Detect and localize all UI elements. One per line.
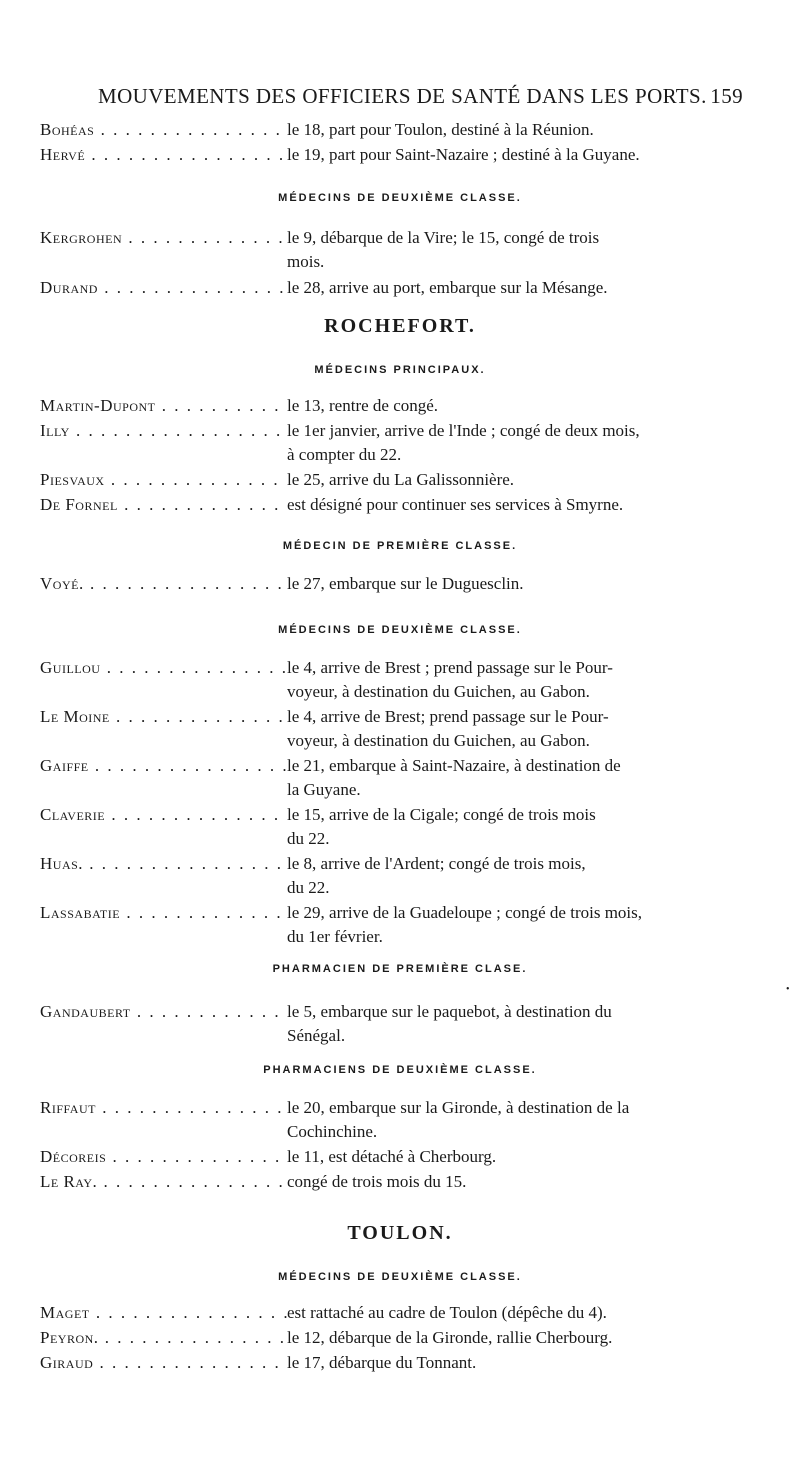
entry xyxy=(40,1170,760,1194)
officer-name: Le Ray. . . . xyxy=(40,1172,287,1192)
entry-text: est désigné pour continuer ses services à Smyrne. xyxy=(287,495,624,514)
page-number: 159 xyxy=(710,84,743,108)
entry-text: le 20, embarque sur la Gironde, à destination de la xyxy=(287,1098,630,1117)
officer-name: Voyé. . . . xyxy=(40,574,287,594)
entry xyxy=(40,572,760,596)
entry-text: le 18, part pour Toulon, destiné à la Réunion. xyxy=(287,120,594,139)
officer-name: Gandaubert . . . xyxy=(40,1002,287,1022)
entry xyxy=(40,754,760,802)
entry-text-continued: Cochinchine. xyxy=(287,1122,378,1141)
entry-text-continued: à compter du 22. xyxy=(287,445,402,464)
officer-name: Hervé . . . xyxy=(40,145,287,165)
officer-name: Guillou . . . xyxy=(40,658,287,678)
entry xyxy=(40,1096,760,1144)
section-heading: PHARMACIENS DE DEUXIÈME CLASSE. xyxy=(263,1064,537,1076)
entry-text: le 15, arrive de la Cigale; congé de trois mois xyxy=(287,805,596,824)
section-heading: MÉDECIN DE PREMIÈRE CLASSE. xyxy=(282,540,518,552)
city-heading: TOULON. xyxy=(347,1222,453,1244)
entry xyxy=(40,468,760,492)
officer-name: Huas. . . . xyxy=(40,854,287,874)
officer-name: Bohéas . . . xyxy=(40,120,287,140)
entry-text-continued: mois. xyxy=(287,252,325,271)
officer-name: Gaiffe . . . xyxy=(40,756,287,776)
entry xyxy=(40,143,760,167)
entry xyxy=(40,1000,760,1048)
section-heading: MÉDECINS DE DEUXIÈME CLASSE. xyxy=(278,1271,522,1283)
running-header xyxy=(98,84,743,109)
entry xyxy=(40,1326,760,1350)
officer-name: Le Moine . . . xyxy=(40,707,287,727)
entry-text: le 28, arrive au port, embarque sur la Mésange. xyxy=(287,278,608,297)
entry-text: le 9, débarque de la Vire; le 15, congé de trois xyxy=(287,228,600,247)
entry-text: le 21, embarque à Saint-Nazaire, à destination de xyxy=(287,756,621,775)
section-heading: PHARMACIEN DE PREMIÈRE CLASE. xyxy=(272,963,528,975)
entry-text: le 13, rentre de congé. xyxy=(287,396,439,415)
entry xyxy=(40,803,760,851)
entry-text: le 8, arrive de l'Ardent; congé de trois mois, xyxy=(287,854,586,873)
officer-name: Martin-Dupont . . . xyxy=(40,396,287,416)
entry-text-continued: voyeur, à destination du Guichen, au Gabon. xyxy=(287,682,590,701)
officer-name: De Fornel . . . xyxy=(40,495,287,515)
entry-text-continued: du 1er février. xyxy=(287,927,383,946)
entry-text: le 19, part pour Saint-Nazaire ; destiné à la Guyane. xyxy=(287,145,640,164)
officer-name: Maget . . . xyxy=(40,1303,287,1323)
entry xyxy=(40,394,760,418)
officer-name: Kergrohen . . . xyxy=(40,228,287,248)
entry xyxy=(40,493,760,517)
entry-text: est rattaché au cadre de Toulon (dépêche du 4). xyxy=(287,1303,607,1322)
entry-text: congé de trois mois du 15. xyxy=(287,1172,467,1191)
entry xyxy=(40,852,760,900)
officer-name: Peyron. . . . xyxy=(40,1328,287,1348)
entry-text-continued: voyeur, à destination du Guichen, au Gabon. xyxy=(287,731,590,750)
entry-text-continued: du 22. xyxy=(287,878,330,897)
section-heading: MÉDECINS DE DEUXIÈME CLASSE. xyxy=(278,624,522,636)
entry xyxy=(40,419,760,467)
entry xyxy=(40,656,760,704)
entry-text: le 4, arrive de Brest ; prend passage sur le Pour- xyxy=(287,658,613,677)
entry xyxy=(40,276,760,300)
entry-text: le 1er janvier, arrive de l'Inde ; congé de deux mois, xyxy=(287,421,640,440)
entry xyxy=(40,118,760,142)
entry xyxy=(40,226,760,274)
officer-name: Décoreis . . . xyxy=(40,1147,287,1167)
entry xyxy=(40,705,760,753)
officer-name: Giraud . . . xyxy=(40,1353,287,1373)
entry-text: le 27, embarque sur le Duguesclin. xyxy=(287,574,524,593)
entry-text: le 12, débarque de la Gironde, rallie Cherbourg. xyxy=(287,1328,613,1347)
entry-text-continued: la Guyane. xyxy=(287,780,361,799)
entry-text-continued: Sénégal. xyxy=(287,1026,346,1045)
entry xyxy=(40,1301,760,1325)
section-heading: MÉDECINS DE DEUXIÈME CLASSE. xyxy=(278,192,522,204)
officer-name: Piesvaux . . . xyxy=(40,470,287,490)
entry-text: le 11, est détaché à Cherbourg. xyxy=(287,1147,497,1166)
entry-text: le 4, arrive de Brest; prend passage sur le Pour- xyxy=(287,707,609,726)
officer-name: Lassabatie . . . xyxy=(40,903,287,923)
section-heading: MÉDECINS PRINCIPAUX. xyxy=(314,364,486,376)
entry-text: le 29, arrive de la Guadeloupe ; congé de trois mois, xyxy=(287,903,642,922)
entry xyxy=(40,1351,760,1375)
entry-text-continued: du 22. xyxy=(287,829,330,848)
officer-name: Durand . . . xyxy=(40,278,287,298)
entry-text: le 5, embarque sur le paquebot, à destination du xyxy=(287,1002,612,1021)
officer-name: Illy . . . xyxy=(40,421,287,441)
officer-name: Claverie . . . xyxy=(40,805,287,825)
city-heading: ROCHEFORT. xyxy=(324,315,476,337)
ink-speck-mark: • xyxy=(786,984,790,995)
entry-text: le 25, arrive du La Galissonnière. xyxy=(287,470,515,489)
entry xyxy=(40,1145,760,1169)
officer-name: Riffaut . . . xyxy=(40,1098,287,1118)
entry xyxy=(40,901,760,949)
entry-text: le 17, débarque du Tonnant. xyxy=(287,1353,477,1372)
running-title: MOUVEMENTS DES OFFICIERS DE SANTÉ DANS LES PORTS. xyxy=(98,84,707,108)
